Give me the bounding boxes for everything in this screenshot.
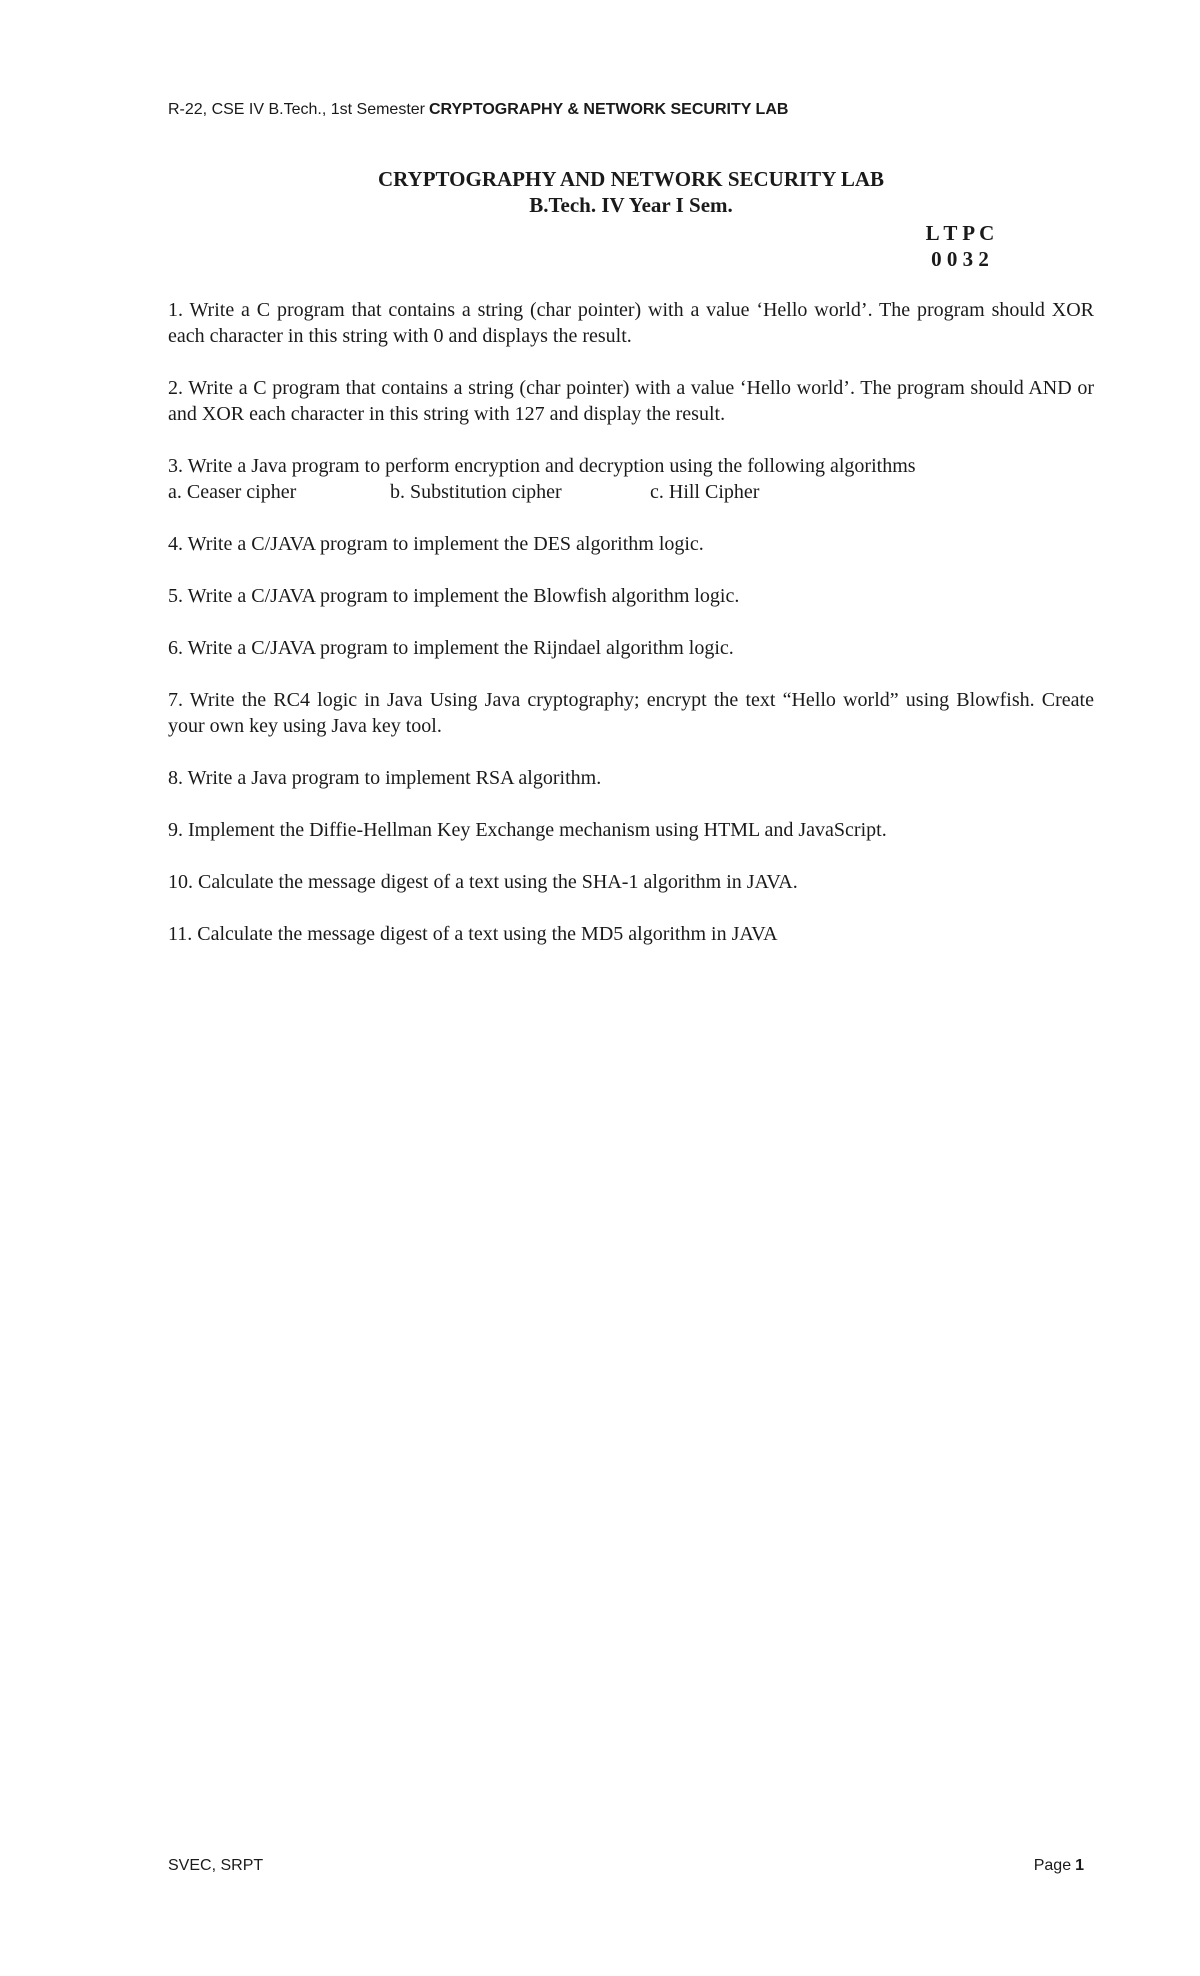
list-item: 5. Write a C/JAVA program to implement the Blowfish algorithm logic. [168, 585, 740, 607]
list-item: 8. Write a Java program to implement RSA algorithm. [168, 767, 602, 789]
page-title: CRYPTOGRAPHY AND NETWORK SECURITY LAB [377, 167, 885, 191]
experiment-list [168, 297, 1094, 973]
ltpc-block [900, 220, 1020, 272]
list-item: 2. Write a C program that contains a string (char pointer) with a value ‘Hello world’. The program should AND or and XOR each character in this string with 127 and display the result. [168, 377, 1094, 425]
header-prefix: R-22, CSE IV B.Tech., 1st Semester [168, 101, 425, 118]
footer-page-indicator [1034, 1857, 1084, 1875]
list-item: 4. Write a C/JAVA program to implement the DES algorithm logic. [168, 533, 704, 555]
list-item: 10. Calculate the message digest of a text using the SHA-1 algorithm in JAVA. [168, 871, 798, 893]
footer-institution: SVEC, SRPT [168, 1857, 264, 1874]
ltpc-values: 0 0 3 2 [931, 247, 989, 271]
list-item-with-options [168, 453, 1094, 505]
page-label: Page [1033, 1857, 1072, 1874]
header-course-name: CRYPTOGRAPHY & NETWORK SECURITY LAB [428, 101, 789, 118]
list-item: 1. Write a C program that contains a string (char pointer) with a value ‘Hello world’. The program should XOR each character in this string with 0 and displays the result. [168, 299, 1094, 347]
cipher-option-a: a. Ceaser cipher [168, 481, 297, 503]
list-item: 11. Calculate the message digest of a text using the MD5 algorithm in JAVA [168, 923, 778, 945]
list-item: 7. Write the RC4 logic in Java Using Java cryptography; encrypt the text “Hello world” using Blowfish. Create your own key using Java key tool. [168, 689, 1094, 737]
running-header [168, 101, 788, 119]
title-block [168, 166, 1094, 218]
list-item: 9. Implement the Diffie-Hellman Key Exchange mechanism using HTML and JavaScript. [168, 819, 887, 841]
list-item: 6. Write a C/JAVA program to implement the Rijndael algorithm logic. [168, 637, 734, 659]
page-number: 1 [1075, 1857, 1084, 1874]
page-subtitle: B.Tech. IV Year I Sem. [529, 193, 733, 217]
cipher-option-c: c. Hill Cipher [650, 481, 760, 503]
cipher-options [168, 479, 1094, 505]
ltpc-labels: L T P C [925, 221, 995, 245]
list-item-text: 3. Write a Java program to perform encryption and decryption using the following algorithms [168, 455, 916, 477]
cipher-option-b: b. Substitution cipher [390, 481, 562, 503]
